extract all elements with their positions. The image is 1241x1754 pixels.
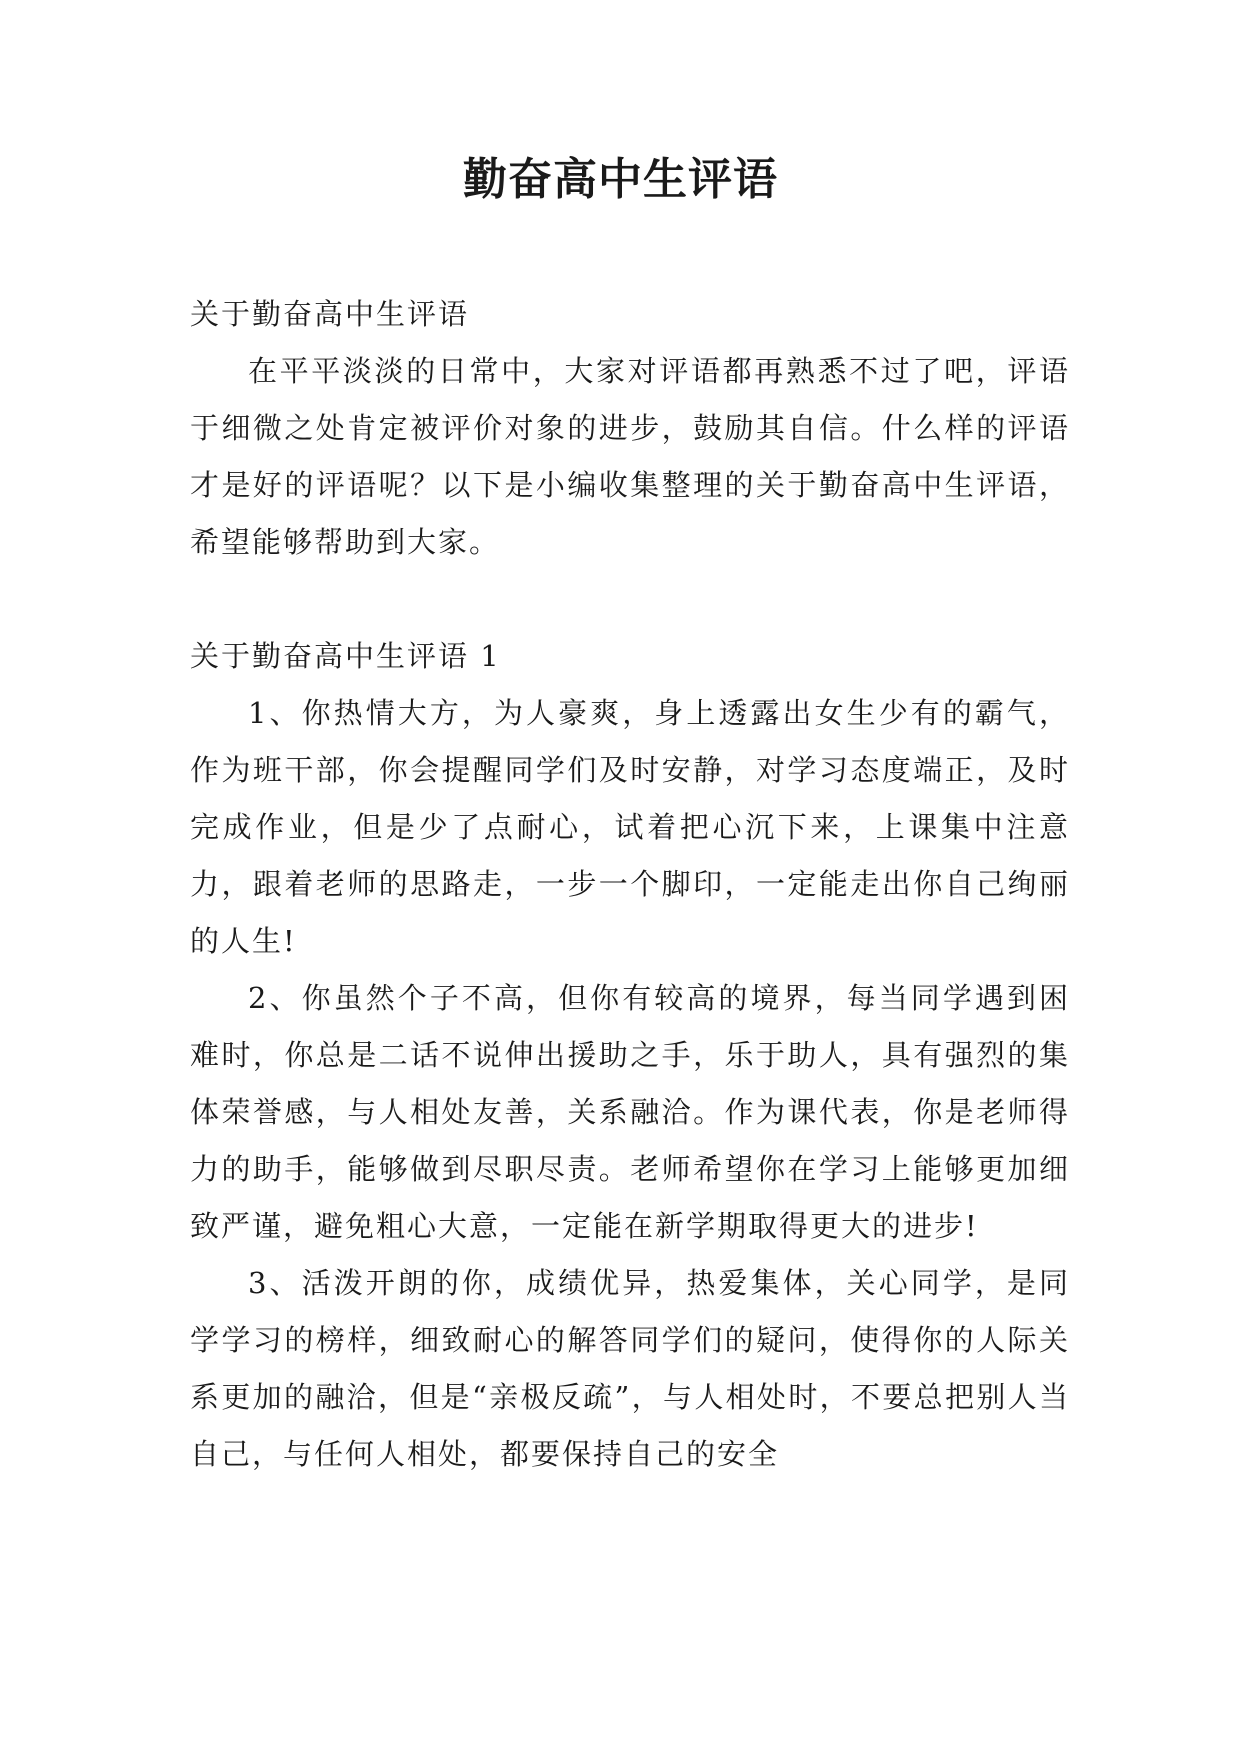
comment-paragraph-1: 1、你热情大方，为人豪爽，身上透露出女生少有的霸气，作为班干部，你会提醒同学们及时安静，对学习态度端正，及时完成作业，但是少了点耐心，试着把心沉下来，上课集中注意力，跟着老师的思路走，一步一个脚印，一定能走出你自己绚丽的人生! [190, 696, 1070, 958]
intro-paragraph: 在平平淡淡的日常中，大家对评语都再熟悉不过了吧，评语于细微之处肯定被评价对象的进步，鼓励其自信。什么样的评语才是好的评语呢？以下是小编收集整理的关于勤奋高中生评语，希望能够帮助到大家。 [190, 354, 1070, 559]
intro-heading: 关于勤奋高中生评语 [190, 297, 470, 331]
document-title: 勤奋高中生评语 [463, 154, 778, 205]
comment-paragraph-2: 2、你虽然个子不高，但你有较高的境界，每当同学遇到困难时，你总是二话不说伸出援助之手，乐于助人，具有强烈的集体荣誉感，与人相处友善，关系融洽。作为课代表，你是老师得力的助手，能够做到尽职尽责。老师希望你在学习上能够更加细致严谨，避免粗心大意，一定能在新学期取得更大的进步! [190, 981, 1070, 1243]
comment-paragraph-3: 3、活泼开朗的你，成绩优异，热爱集体，关心同学，是同学学习的榜样，细致耐心的解答同学们的疑问，使得你的人际关系更加的融洽，但是“亲极反疏”，与人相处时，不要总把别人当自己，与任何人相处，都要保持自己的安全 [190, 1266, 1070, 1471]
document-body [190, 286, 1070, 1483]
section-spacer [190, 571, 1070, 628]
section-heading: 关于勤奋高中生评语 1 [190, 639, 501, 673]
